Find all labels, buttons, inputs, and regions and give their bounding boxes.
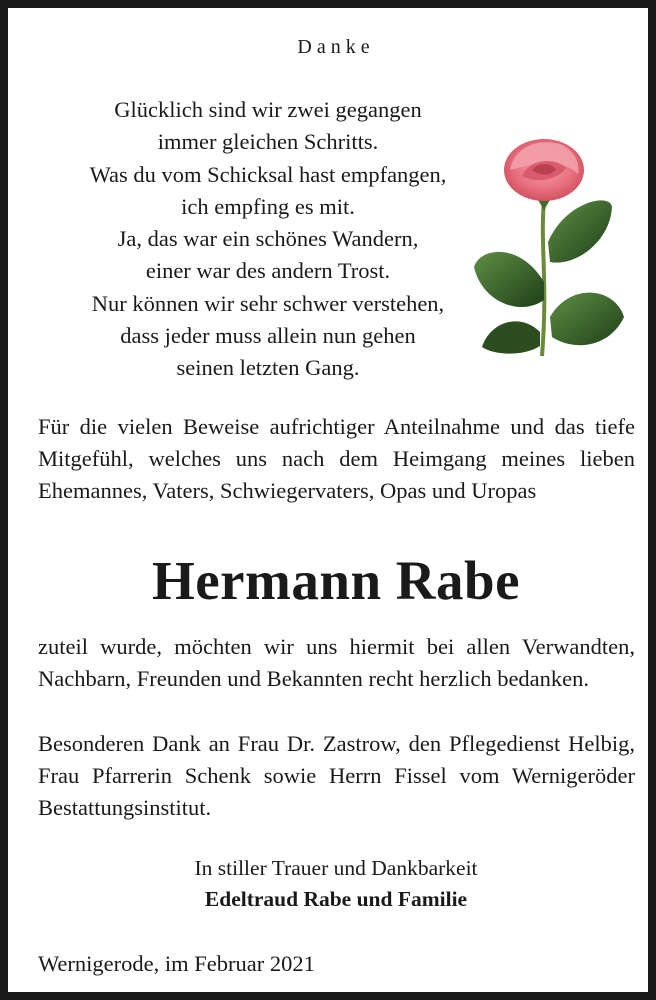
- rose-leaf: [482, 321, 540, 353]
- poem-line: dass jeder muss allein nun gehen: [120, 323, 416, 349]
- special-thanks-paragraph: Besonderen Dank an Frau Dr. Zastrow, den Pflegedienst Helbig, Frau Pfarrerin Schenk sowie Herrn Fissel vom Wernigeröder Bestattungsinstitut.: [38, 731, 635, 820]
- place-date: Wernigerode, im Februar 2021: [38, 951, 315, 976]
- poem-line: Nur können wir sehr schwer verstehen,: [91, 290, 445, 316]
- signoff-line: In stiller Trauer und Dankbarkeit: [194, 856, 478, 880]
- poem-line: ich empfing es mit.: [181, 193, 355, 219]
- signoff-family: Edeltraud Rabe und Familie: [204, 887, 468, 911]
- signoff: [8, 853, 656, 915]
- deceased-name: Hermann Rabe: [151, 550, 521, 611]
- rose-leaf: [474, 252, 544, 307]
- rose-leaf: [548, 200, 612, 262]
- poem-line: Was du vom Schicksal hast empfangen,: [89, 161, 447, 187]
- poem-line: seinen letzten Gang.: [176, 355, 360, 381]
- poem-line: Glücklich sind wir zwei gegangen: [114, 97, 422, 122]
- poem-line: Ja, das war ein schönes Wandern,: [117, 226, 419, 252]
- rose-image: [470, 132, 626, 356]
- thanks-paragraph: zuteil wurde, möchten wir uns hiermit bei allen Verwandten, Nachbarn, Freunden und Bekannten recht herzlich bedanken.: [38, 634, 635, 691]
- intro-paragraph: Für die vielen Beweise aufrichtiger Anteilnahme und das tiefe Mitgefühl, welches uns nach dem Heimgang meines lieben Ehemannes, Vaters, Schwiegervaters, Opas und Uropas: [38, 414, 635, 503]
- poem: [38, 94, 498, 385]
- rose-stem: [542, 202, 544, 356]
- notice-heading: Danke: [297, 36, 375, 58]
- poem-line: immer gleichen Schritts.: [157, 129, 379, 155]
- rose-leaf: [550, 293, 624, 346]
- poem-line: einer war des andern Trost.: [145, 258, 391, 284]
